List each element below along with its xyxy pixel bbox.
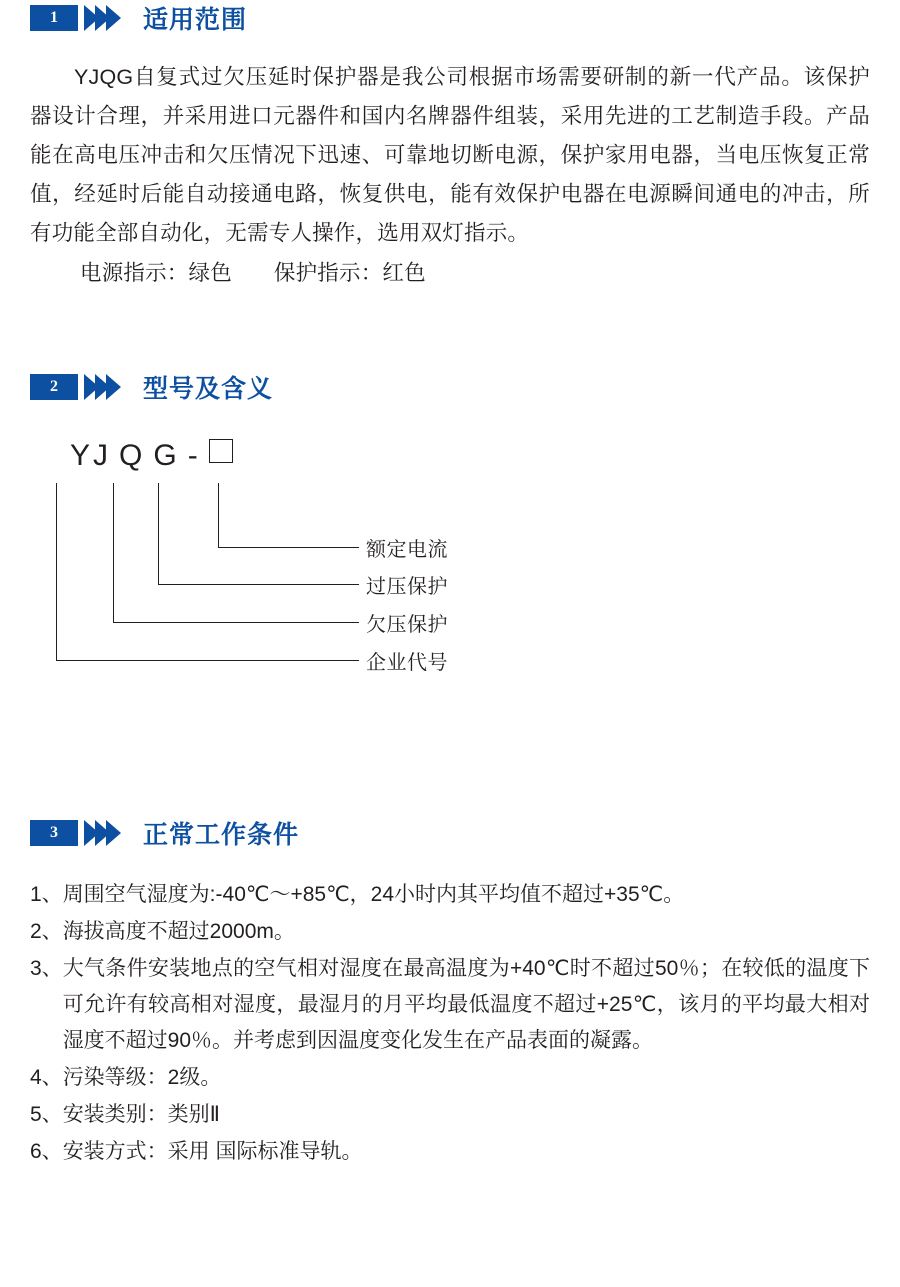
scope-paragraph-text: YJQG自复式过欠压延时保护器是我公司根据市场需要研制的新一代产品。该保护器设计合理，并采用进口元器件和国内名牌器件组装，采用先进的工艺制造手段。产品能在高电压冲击和欠压情况下迅速、可靠地切断电源，保护家用电器，当电压恢复正常值，经延时后能自动接通电路，恢复供电，能有效保护电器在电源瞬间通电的冲击，所有功能全部自动化，无需专人操作，选用双灯指示。 — [30, 65, 870, 245]
list-item-text: 安装方式：采用 国际标准导轨。 — [62, 1140, 363, 1163]
section-title: 正常工作条件 — [143, 821, 300, 849]
list-item-text: 污染等级：2级。 — [62, 1066, 222, 1089]
section-title: 型号及含义 — [143, 375, 274, 403]
model-code-part-2: Q — [119, 439, 146, 472]
section-header-1 — [30, 0, 870, 36]
list-item-text: 周围空气湿度为:-40℃～+85℃，24小时内其平均值不超过+35℃。 — [62, 883, 685, 906]
section-header-3 — [30, 815, 870, 851]
chevron-right-icon — [84, 374, 121, 400]
protect-indicator-label: 保护指示：红色 — [273, 261, 426, 285]
list-item — [30, 1134, 870, 1170]
model-code — [70, 439, 233, 473]
list-item — [30, 914, 870, 950]
list-item-text: 海拔高度不超过2000m。 — [62, 920, 295, 943]
label-undervoltage: 欠压保护 — [366, 614, 448, 636]
chevron-right-icon — [84, 820, 121, 846]
model-code-box — [209, 439, 233, 463]
list-item-number: 2、 — [30, 920, 63, 943]
list-item-number: 4、 — [30, 1066, 63, 1089]
list-item — [30, 1060, 870, 1096]
list-item — [30, 877, 870, 913]
model-code-part-1: YJ — [70, 439, 112, 472]
list-item-number: 6、 — [30, 1140, 63, 1163]
label-enterprise-code: 企业代号 — [366, 652, 448, 674]
list-item — [30, 1097, 870, 1133]
label-overvoltage: 过压保护 — [366, 576, 448, 598]
scope-paragraph — [30, 58, 870, 253]
list-item-number: 1、 — [30, 883, 63, 906]
label-rated-current: 额定电流 — [366, 539, 448, 561]
list-item-text: 大气条件安装地点的空气相对湿度在最高温度为+40℃时不超过50％；在较低的温度下可允许有较高相对湿度，最湿月的月平均最低温度不超过+25℃，该月的平均最大相对湿度不超过90％。并考虑到因温度变化发生在产品表面的凝露。 — [62, 957, 870, 1052]
section-title: 适用范围 — [143, 6, 248, 34]
leader-line-enterprise-code — [56, 483, 359, 661]
model-designation-diagram — [30, 439, 870, 729]
list-item — [30, 951, 870, 1059]
chevron-right-icon — [84, 5, 121, 31]
section-number-badge: 1 — [30, 5, 78, 31]
section-number-badge: 3 — [30, 820, 78, 846]
section-number-badge: 2 — [30, 374, 78, 400]
model-code-part-4: - — [187, 439, 201, 472]
list-item-number: 5、 — [30, 1103, 63, 1126]
power-indicator-label: 电源指示：绿色 — [80, 261, 232, 285]
section-header-2 — [30, 369, 870, 405]
list-item-text: 安装类别：类别Ⅱ — [62, 1103, 221, 1126]
model-code-part-3: G — [153, 439, 180, 472]
indicator-line — [30, 255, 870, 291]
list-item-number: 3、 — [30, 957, 63, 980]
operating-conditions-list — [30, 877, 870, 1170]
